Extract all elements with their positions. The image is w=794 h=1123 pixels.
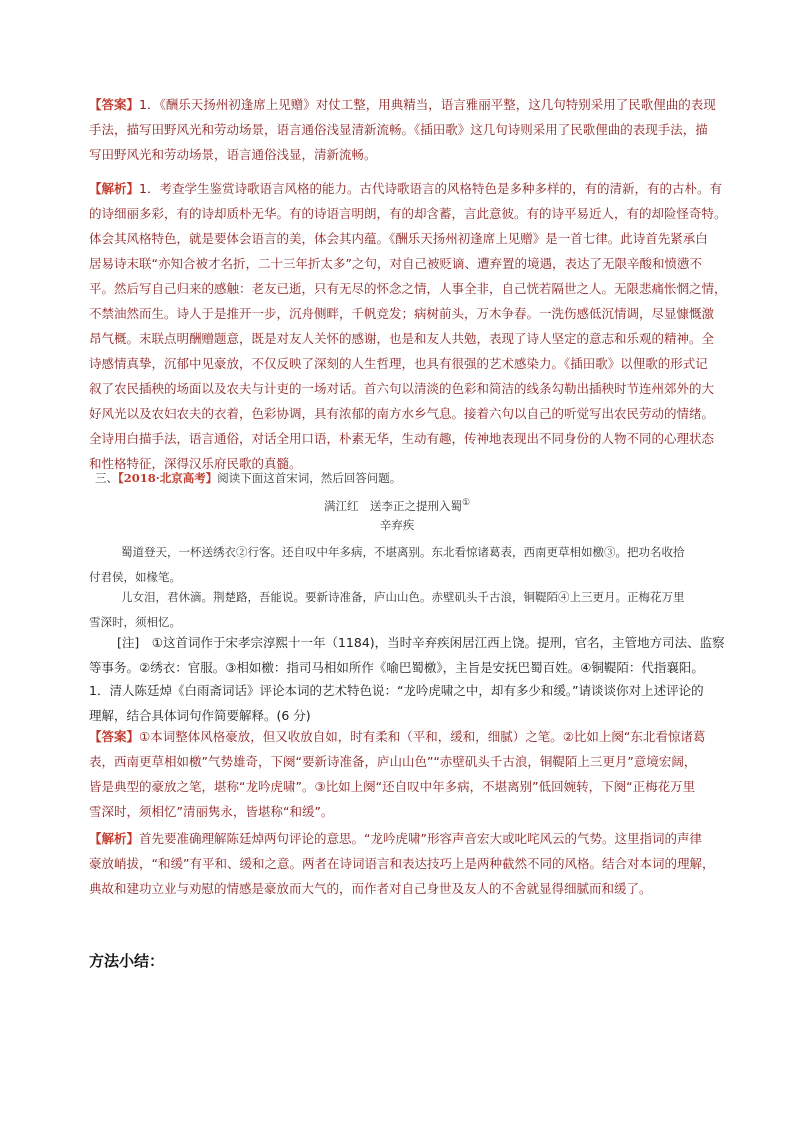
answer-1-line: 【答案】1．《酬乐天扬州初逢席上见赠》对仗工整，用典精当，语言雅丽平整，这几句特别采用了民歌俚曲的表现 [89,97,716,112]
poem-line: 付君侯，如椽笔。 [89,570,181,584]
analysis-1-line: 诗感情真挚，沉郁中见豪放，不仅反映了深刻的人生哲理，也具有很强的艺术感染力。《插田歌》以俚歌的形式记 [89,356,708,371]
analysis-2-line: 【解析】首先要准确理解陈廷焯两句评论的意思。“龙吟虎啸”形容声音宏大或叱咤风云的气势。这里指词的声律 [89,831,702,846]
analysis-1-line: 昂气概。末联点明酬赠题意，既是对友人关怀的感谢，也是和友人共勉，表现了诗人坚定的意志和乐观的精神。全 [89,331,715,346]
answer-tag: 【答案】 [89,729,140,744]
analysis-1-line: 和性格特征，深得汉乐府民歌的真髓。 [89,456,302,471]
exam-source: 【2018·北京高考】 [118,471,218,485]
note-line: 等事务。②绣衣：官服。③相如檄：指司马相如所作《喻巴蜀檄》，主旨是安抚巴蜀百姓。④铜鞮陌：代指襄阳。 [89,660,704,675]
section-number: 三、 [95,471,118,485]
analysis-2-line: 豪放峭拔，“和缓”有平和、缓和之意。两者在诗词语言和表达技巧上是两种截然不同的风格。结合对本词的理解， [89,856,715,871]
answer-tag: 【答案】 [89,97,140,112]
question-block [89,678,709,728]
section-3-header [95,466,715,491]
note-line: [注] ①这首词作于宋孝宗淳熙十一年（1184)，当时辛弃疾闲居江西上饶。提刑，官名，主管地方司法、监察 [117,635,725,650]
question-line: 理解，结合具体词句作简要解释。(6 分) [89,708,311,723]
poem-line: 儿女泪，君休滴。荆楚路，吾能说。要新诗准备，庐山山色。赤壁矶头千古浪，铜鞮陌④上三更月。正梅花万里 [121,590,685,604]
poem-stanza-2 [89,585,709,635]
analysis-1-line: 全诗用白描手法，语言通俗，对话全用口语，朴素无华，生动有趣，传神地表现出不同身份的人物不同的心理状态 [89,431,715,446]
question-line: 1．清人陈廷焯《白雨斋词话》评论本词的艺术特色说：“龙吟虎啸之中，却有多少和缓。”请谈谈你对上述评论的 [89,683,704,698]
poem-title: 满江红 送李正之提刑入蜀 [323,498,462,513]
poem-line: 雪深时，须相忆。 [89,615,181,629]
answer-1-line: 手法，描写田野风光和劳动场景，语言通俗浅显清新流畅。《插田歌》这几句诗则采用了民歌俚曲的表现手法，描 [89,122,708,137]
poem-stanza-1 [89,540,709,590]
answer-1-block [89,92,716,167]
analysis-1-line: 居易诗末联“亦知合被才名折，二十三年折太多”之句，对自己被贬谪、遭弃置的境遇，表达了无限辛酸和愤懑不 [89,256,702,271]
poem-notes [89,630,725,680]
answer-2-line: 表，西南更草相如檄”气势雄奇，下阕“要新诗准备，庐山山色”“赤壁矶头千古浪，铜鞮陌上三更月”意境宏阔， [89,754,697,769]
answer-2-line: 皆是典型的豪放之笔，堪称“龙吟虎啸”。③比如上阕“还自叹中年多病，不堪离别”低回婉转，下阕“正梅花万里 [89,779,696,794]
method-summary-heading: 方法小结： [89,952,165,970]
answer-2-line: 【答案】①本词整体风格豪放，但又收放自如，时有柔和（平和，缓和，细腻）之笔。②比如上阕“东北看惊诸葛 [89,729,706,744]
analysis-1-line: 好风光以及农妇农夫的衣着，色彩协调，具有浓郁的南方水乡气息。接着六句以自己的听觉写出农民劳动的情绪。 [89,406,715,421]
poem-line: 蜀道登天，一杯送绣衣②行客。还自叹中年多病，不堪离别。东北看惊诸葛表，西南更草相如檄③。把功名收拾 [121,545,685,559]
analysis-1-line: 叙了农民插秧的场面以及农夫与计吏的一场对话。首六句以清淡的色彩和简洁的线条勾勒出插秧时节连州郊外的大 [89,381,715,396]
analysis-1-block [89,176,727,476]
poem-author: 辛弃疾 [379,518,415,532]
analysis-2-block [89,826,715,901]
analysis-tag: 【解析】 [89,831,140,846]
analysis-1-line: 体会其风格特色，就是要体会语言的美，体会其内蕴。《酬乐天扬州初逢席上见赠》是一首七律。此诗首先紧承白 [89,231,708,246]
poem-title-note: ① [461,498,471,508]
answer-2-block [89,724,709,824]
analysis-tag: 【解析】 [89,181,140,196]
analysis-2-line: 典故和建功立业与劝慰的情感是豪放而大气的，而作者对自己身世及友人的不舍就显得细腻而和缓了。 [89,881,652,896]
analysis-1-line: 平。然后写自己归来的感触：老友已逝，只有无尽的怀念之情，人事全非，自己恍若隔世之人。无限悲痛怅惘之情， [89,281,727,296]
analysis-1-line: 的诗细丽多彩，有的诗却质朴无华。有的诗语言明朗，有的却含蓄，言此意彼。有的诗平易近人，有的却险怪奇特。 [89,206,727,221]
poem-title-block [89,492,705,536]
analysis-1-line: 【解析】1．考查学生鉴赏诗歌语言风格的能力。古代诗歌语言的风格特色是多种多样的，有的清新，有的古朴。有 [89,181,722,196]
answer-2-line: 雪深时，须相忆”清丽隽永，皆堪称“和缓”。 [89,804,334,819]
answer-1-line: 写田野风光和劳动场景，语言通俗浅显，清新流畅。 [89,147,377,162]
section-instruction: 阅读下面这首宋词，然后回答问题。 [217,471,402,485]
analysis-1-line: 不禁油然而生。诗人于是推开一步，沉舟侧畔，千帆竞发；病树前头，万木争春。一洗伤感低沉情调，尽显慷慨激 [89,306,715,321]
